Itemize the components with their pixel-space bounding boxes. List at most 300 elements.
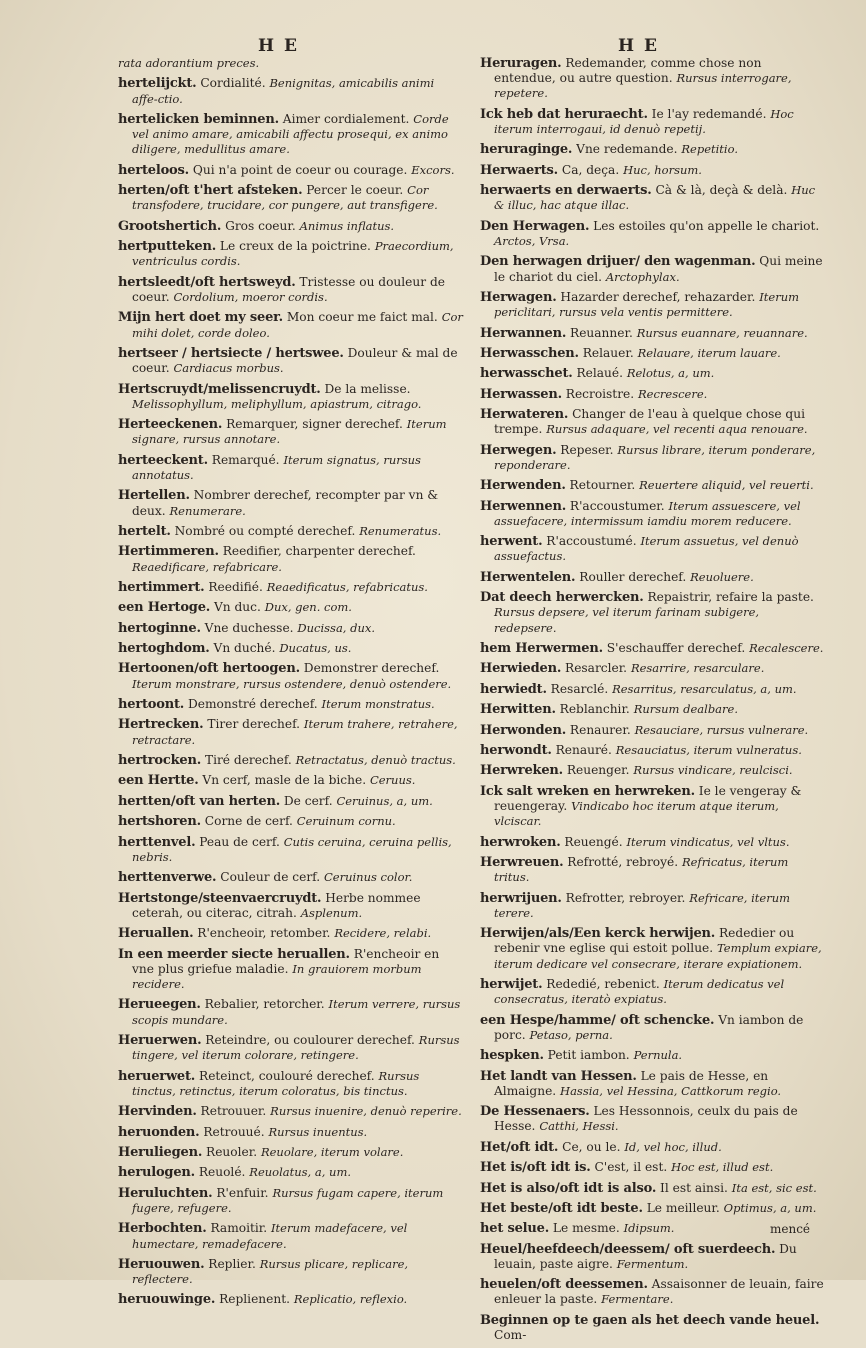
entry-french: Assaisonner de leuain, faire enleuer la paste.	[494, 1277, 824, 1307]
entry-latin: Iterum monstrare, rursus ostendere, denuò ostendere.	[132, 676, 452, 691]
entry-french: Ie le vengeray & reuengeray.	[494, 783, 802, 813]
dictionary-entry	[480, 1069, 825, 1099]
entry-french: Aimer cordialement.	[278, 111, 414, 126]
entry-headword: De Hessenaers.	[480, 1104, 590, 1120]
dictionary-entry	[118, 641, 463, 656]
entry-headword: hertputteken.	[118, 239, 217, 255]
entry-headword: Hertstonge/steenvaercruydt.	[118, 890, 322, 906]
entry-latin: Rursus fugam capere, iterum fugere, refugere.	[132, 1185, 444, 1215]
dictionary-entry	[118, 926, 463, 941]
entry-headword: herwrijuen.	[480, 890, 562, 906]
entry-latin: Iterum vindicatus, vel vltus.	[626, 834, 790, 849]
entry-french: Les estoiles qu'on appelle le chariot.	[589, 218, 820, 233]
entry-latin: Rursus depsere, vel iterum farinam subigere, redepsere.	[494, 605, 760, 635]
entry-latin: Vindicabo hoc iterum atque iterum, vlciscar.	[494, 799, 779, 829]
entry-latin: Repetitio.	[681, 142, 738, 157]
entry-french: Petit iambon.	[543, 1048, 634, 1063]
entry-headword: Heruragen.	[480, 56, 562, 71]
entry-headword: Heruluchten.	[118, 1185, 213, 1201]
dictionary-entry	[480, 1181, 825, 1196]
entry-headword: herwroken.	[480, 834, 561, 850]
entry-french: Redemander, comme chose non entendue, ou autre question.	[494, 56, 762, 86]
entry-french: Ce, ou le.	[558, 1139, 625, 1154]
entry-headword: heruerwet.	[118, 1068, 196, 1084]
entry-headword: herwondt.	[480, 743, 552, 759]
entry-latin: Excors.	[411, 162, 455, 177]
entry-headword: herwijet.	[480, 976, 543, 992]
entry-french: Les Hessonnois, ceulx du pais de Hesse.	[494, 1104, 798, 1134]
entry-french: Reuolé.	[194, 1165, 250, 1180]
entry-french: Le meilleur.	[642, 1200, 724, 1215]
entry-latin: Iterum assuetus, vel denuò assuefactus.	[494, 534, 799, 564]
entry-latin: Rursus vindicare, reulcisci.	[633, 763, 793, 778]
entry-headword: hespken.	[480, 1048, 544, 1064]
dictionary-entry	[480, 1313, 825, 1343]
entry-headword: herulogen.	[118, 1165, 195, 1181]
dictionary-entry	[480, 326, 825, 341]
dictionary-entry	[118, 891, 463, 921]
entry-latin: Reuoluere.	[690, 569, 754, 584]
entry-latin: Ceruinus color.	[324, 870, 413, 885]
entry-latin: Relauare, iterum lauare.	[637, 345, 781, 360]
dictionary-entry	[118, 219, 463, 234]
entry-latin: Cor transfodere, trucidare, cor pungere, aut transfigere.	[132, 183, 438, 213]
entry-french: Com-	[494, 1328, 527, 1343]
dictionary-entry	[480, 1140, 825, 1155]
entry-latin: Fermentum.	[616, 1256, 689, 1271]
entry-latin: Reaedificatus, refabricatus.	[266, 579, 428, 594]
entry-latin: Rursus tingere, vel iterum colorare, retingere.	[132, 1032, 460, 1063]
entry-latin: Renumeratus.	[359, 523, 442, 538]
entry-latin: Hoc est, illud est.	[671, 1160, 774, 1175]
entry-french: Retrouué.	[199, 1124, 269, 1139]
entry-latin: Iterum dedicatus vel consecratus, iteratò expiatus.	[494, 976, 785, 1007]
entry-latin: Ceruinus, a, um.	[336, 793, 433, 808]
entry-headword: herten/oft t'hert afsteken.	[118, 183, 303, 199]
entry-latin: Iterum signatus, rursus annotatus.	[132, 452, 421, 482]
entry-french: Repaistrir, refaire la paste.	[643, 590, 814, 605]
entry-headword: heruraginge.	[480, 142, 573, 158]
running-header	[108, 36, 828, 56]
entry-headword: Herwonden.	[480, 722, 567, 738]
entry-headword: hertrocken.	[118, 753, 202, 769]
dictionary-entry	[480, 1201, 825, 1216]
entry-french: Corne de cerf.	[200, 814, 297, 829]
entry-headword: Herwasschen.	[480, 345, 579, 361]
entry-latin: Praecordium, ventriculus cordis.	[132, 239, 454, 269]
dictionary-entry	[480, 407, 825, 437]
entry-headword: herttenvel.	[118, 834, 196, 850]
entry-headword: een Hertte.	[118, 773, 199, 789]
entry-french: Le creux de la poictrine.	[216, 239, 375, 254]
entry-french: Reblanchir.	[555, 702, 634, 717]
entry-headword: Den herwagen drijuer/ den wagenman.	[480, 254, 756, 270]
dictionary-entry	[480, 891, 825, 921]
dictionary-entry	[480, 107, 825, 137]
entry-headword: hertoginne.	[118, 620, 201, 636]
entry-headword: hertelt.	[118, 523, 171, 539]
dictionary-entry	[118, 1165, 463, 1180]
entry-headword: Heuel/heefdeech/deessem/ oft suerdeech.	[480, 1241, 776, 1257]
dictionary-entry	[118, 76, 463, 106]
entry-headword: Herwieden.	[480, 661, 562, 677]
entry-headword: Dat deech herwercken.	[480, 590, 644, 606]
dictionary-entry	[118, 275, 463, 305]
entry-headword: Hertoonen/oft hertoogen.	[118, 661, 300, 677]
entry-latin: Id, vel hoc, illud.	[624, 1139, 722, 1154]
dictionary-entry	[480, 641, 825, 656]
entry-headword: Heruliegen.	[118, 1144, 203, 1160]
entry-headword: Herwagen.	[480, 289, 557, 305]
dictionary-entry	[480, 56, 825, 102]
entry-headword: hertshoren.	[118, 814, 201, 830]
entry-french: Rebalier, retorcher.	[200, 997, 329, 1012]
entry-latin: Refricare, iterum terere.	[494, 890, 791, 920]
entry-french: Relauer.	[578, 345, 638, 360]
entry-french: Rouller derechef.	[575, 569, 691, 584]
entry-french: Reteinct, coulouré derechef.	[195, 1068, 379, 1083]
entry-latin: Templum expiare, iterum dedicare vel consecrare, iterare expiationem.	[494, 941, 822, 971]
entry-headword: In een meerder siecte heruallen.	[118, 946, 350, 962]
entry-french: Recroistre.	[561, 386, 638, 401]
entry-french: Resarclé.	[546, 681, 613, 696]
dictionary-entry	[480, 1013, 825, 1043]
dictionary-entry	[118, 183, 463, 213]
dictionary-entry	[480, 443, 825, 473]
entry-latin: Iterum trahere, retrahere, retractare.	[132, 717, 458, 747]
dictionary-entry	[118, 56, 463, 71]
dictionary-entry	[480, 499, 825, 529]
dictionary-entry	[480, 682, 825, 697]
dictionary-entry	[118, 239, 463, 269]
dictionary-entry	[118, 1221, 463, 1251]
dictionary-entry	[480, 855, 825, 885]
entry-latin: Resauciatus, iterum vulneratus.	[615, 743, 802, 758]
dictionary-entry	[118, 835, 463, 865]
entry-latin: Iterum verrere, rursus scopis mundare.	[132, 997, 461, 1027]
entry-french: Percer le coeur.	[302, 183, 408, 198]
entry-latin: Resauciare, rursus vulnerare.	[634, 722, 809, 737]
entry-french: Le mesme.	[549, 1221, 624, 1236]
entry-headword: heruouwinge.	[118, 1292, 216, 1308]
entry-french: Demonstré derechef.	[184, 697, 322, 712]
entry-french: Reuengé.	[560, 834, 627, 849]
entry-headword: Herwitten.	[480, 702, 556, 718]
header-right: H E	[618, 36, 659, 56]
entry-latin: Animus inflatus.	[299, 218, 395, 233]
dictionary-entry	[480, 763, 825, 778]
entry-latin: Rursus interrogare, repetere.	[494, 71, 792, 101]
entry-headword: herttenverwe.	[118, 870, 217, 886]
entry-latin: Recidere, relabi.	[334, 926, 432, 941]
entry-headword: Herwreken.	[480, 763, 563, 779]
dictionary-entry	[118, 1257, 463, 1287]
entry-headword: Het landt van Hessen.	[480, 1068, 637, 1084]
entry-french: Reuoler.	[202, 1144, 261, 1159]
entry-headword: Herbochten.	[118, 1221, 207, 1237]
entry-french: Repeser.	[556, 442, 618, 457]
entry-headword: Herwijen/als/Een kerck herwijen.	[480, 926, 716, 942]
dictionary-entry	[118, 1292, 463, 1307]
dictionary-entry	[480, 142, 825, 157]
entry-latin: In grauiorem morbum recidere.	[132, 961, 422, 991]
entry-headword: Herwateren.	[480, 407, 569, 423]
dictionary-entry	[118, 814, 463, 829]
entry-latin: Ducatus, us.	[279, 641, 352, 656]
dictionary-entry	[118, 112, 463, 158]
entry-latin: Rursus adaquare, vel recenti aqua renouare.	[546, 422, 808, 437]
entry-french: Ie l'ay redemandé.	[647, 106, 771, 121]
entry-headword: hertten/oft van herten.	[118, 793, 281, 809]
dictionary-entry	[118, 661, 463, 691]
entry-latin: Arctos, Vrsa.	[494, 233, 570, 248]
dictionary-entry	[480, 1104, 825, 1134]
entry-headword: Herwannen.	[480, 325, 567, 341]
entry-headword: Het is also/oft idt is also.	[480, 1180, 657, 1196]
entry-latin: Cordolium, moeror cordis.	[173, 289, 328, 304]
dictionary-entry	[480, 1277, 825, 1307]
entry-latin: Relotus, a, um.	[626, 366, 715, 381]
entry-latin: Resarritus, resarculatus, a, um.	[612, 681, 797, 696]
entry-latin: Recrescere.	[638, 386, 708, 401]
entry-french: Ca, deça.	[558, 162, 624, 177]
entry-headword: Herueegen.	[118, 997, 201, 1013]
entry-french: Il est ainsi.	[656, 1180, 732, 1195]
entry-headword: hertsleedt/oft hertsweyd.	[118, 274, 296, 290]
entry-headword: herwent.	[480, 534, 543, 550]
entry-latin: Petaso, perna.	[529, 1027, 613, 1042]
entry-headword: hertelicken beminnen.	[118, 111, 279, 127]
entry-french: Remarquer, signer derechef.	[222, 417, 407, 432]
entry-french: Relaué.	[572, 366, 627, 381]
entry-headword: Het is/oft idt is.	[480, 1160, 591, 1176]
entry-french: R'encheoir en vne plus griefue maladie.	[132, 946, 440, 976]
entry-headword: herwiedt.	[480, 681, 547, 697]
entry-latin: Iterum monstratus.	[321, 697, 435, 712]
dictionary-entry	[480, 254, 825, 284]
dictionary-entry	[118, 1104, 463, 1119]
entry-latin: Melissophyllum, meliphyllum, apiastrum, citrago.	[132, 396, 422, 411]
entry-french: Vn duché.	[209, 641, 280, 656]
entry-french: R'accoustumé.	[542, 534, 641, 549]
entry-french: Refrotter, rebroyer.	[561, 890, 690, 905]
dictionary-entry	[480, 163, 825, 178]
dictionary-entry	[118, 1125, 463, 1140]
entry-latin: Retractatus, denuò tractus.	[295, 753, 456, 768]
entry-latin: Rursum dealbare.	[633, 702, 738, 717]
entry-latin: Asplenum.	[300, 905, 363, 920]
entry-french: Ramoitir.	[206, 1221, 272, 1236]
entry-latin: Iterum madefacere, vel humectare, remadefacere.	[132, 1221, 408, 1251]
entry-latin: Idipsum.	[623, 1221, 675, 1236]
entry-french: Qui meine le chariot du ciel.	[494, 254, 823, 284]
entry-french: R'enfuir.	[212, 1185, 273, 1200]
entry-french: Reuanner.	[566, 325, 637, 340]
dictionary-entry	[480, 661, 825, 676]
entry-french: Vne redemande.	[572, 142, 682, 157]
entry-latin: Renumerare.	[169, 503, 246, 518]
entry-french: Reedifier, charpenter derechef.	[218, 544, 416, 559]
entry-latin: Replicatio, reflexio.	[293, 1292, 408, 1307]
entry-latin: Cor mihi dolet, corde doleo.	[132, 310, 463, 340]
entry-french: Demonstrer derechef.	[299, 661, 440, 676]
entry-latin: Catthi, Hessi.	[539, 1119, 619, 1134]
entry-french: Gros coeur.	[221, 218, 300, 233]
entry-french: C'est, il est.	[590, 1160, 672, 1175]
entry-french: Herbe nommee ceterah, ou citerac, citrah.	[132, 890, 421, 920]
entry-latin: Rursus inuenire, denuò reperire.	[270, 1104, 462, 1119]
entry-french: R'accoustumer.	[566, 498, 669, 513]
entry-french: Rededié, rebenict.	[542, 976, 664, 991]
entry-latin: Reaedificare, refabricare.	[132, 559, 282, 574]
entry-latin: Reuertere aliquid, vel reuerti.	[639, 478, 814, 493]
entry-latin: Rursus librare, iterum ponderare, reponderare.	[494, 442, 816, 472]
entry-latin: Refricatus, iterum tritus.	[494, 854, 789, 885]
dictionary-entry	[480, 366, 825, 381]
dictionary-entry	[118, 717, 463, 747]
entry-headword: Herwaerts.	[480, 162, 558, 178]
dictionary-entry	[118, 1145, 463, 1160]
right-column	[480, 56, 825, 1348]
entry-headword: Herteeckenen.	[118, 417, 223, 433]
entry-french: Replienent.	[215, 1292, 294, 1307]
entry-french: Replier.	[204, 1256, 260, 1271]
entry-french: Nombré ou compté derechef.	[170, 523, 360, 538]
dictionary-entry	[118, 310, 463, 340]
entry-headword: Grootshertich.	[118, 218, 222, 234]
entry-french: Resarcler.	[561, 661, 631, 676]
entry-headword: hem Herwermen.	[480, 641, 603, 657]
entry-latin: Rursus inuentus.	[268, 1124, 368, 1139]
entry-latin: Optimus, a, um.	[723, 1200, 817, 1215]
entry-headword: Herwassen.	[480, 386, 562, 402]
entry-latin: Rursus plicare, replicare, reflectere.	[132, 1256, 409, 1287]
dictionary-entry	[118, 1186, 463, 1216]
entry-headword: Herwegen.	[480, 442, 557, 458]
entry-headword: Heruouwen.	[118, 1256, 205, 1272]
header-left: H E	[258, 36, 299, 56]
dictionary-entry	[118, 544, 463, 574]
entry-headword: hertelijckt.	[118, 76, 197, 92]
entry-latin: Rursus tinctus, retinctus, iterum coloratus, bis tinctus.	[132, 1068, 420, 1098]
entry-latin: Corde vel animo amare, amicabili affectu prosequi, ex animo diligere, medullitus amare.	[132, 111, 449, 157]
entry-headword: Den Herwagen.	[480, 218, 590, 234]
dictionary-entry	[480, 784, 825, 830]
entry-headword: hertimmert.	[118, 579, 205, 595]
entry-headword: Mijn hert doet my seer.	[118, 310, 283, 326]
entry-french: R'encheoir, retomber.	[193, 926, 335, 941]
dictionary-entry	[118, 870, 463, 885]
entry-french: Changer de l'eau à quelque chose qui trempe.	[494, 407, 805, 437]
entry-latin: Reuolatus, a, um.	[249, 1165, 351, 1180]
dictionary-entry	[480, 478, 825, 493]
entry-french: Reuenger.	[562, 763, 634, 778]
entry-headword: Ick salt wreken en herwreken.	[480, 783, 695, 799]
entry-french: S'eschauffer derechef.	[602, 641, 750, 656]
entry-latin: Arctophylax.	[605, 269, 680, 284]
entry-headword: Hertellen.	[118, 488, 190, 504]
entry-latin: Ceruus.	[369, 773, 416, 788]
dictionary-entry	[118, 163, 463, 178]
entry-french: Peau de cerf.	[195, 834, 284, 849]
entry-latin: Fermentare.	[601, 1292, 674, 1307]
dictionary-entry	[118, 997, 463, 1027]
entry-headword: Heruallen.	[118, 926, 194, 942]
entry-latin: Iterum periclitari, rursus vela ventis permittere.	[494, 289, 800, 320]
entry-headword: Hertimmeren.	[118, 544, 219, 560]
entry-headword: Herwentelen.	[480, 569, 576, 585]
entry-french: Le pais de Hesse, en Almaigne.	[494, 1068, 769, 1098]
entry-french: Remarqué.	[207, 452, 284, 467]
dictionary-entry	[118, 621, 463, 636]
dictionary-entry	[118, 773, 463, 788]
entry-french: Renaurer.	[566, 722, 635, 737]
entry-latin: Iterum assuescere, vel assuefacere, intermissum iamdiu morem reducere.	[494, 498, 801, 528]
entry-headword: herwaerts en derwaerts.	[480, 183, 652, 199]
entry-latin: Rursus euannare, reuannare.	[636, 325, 808, 340]
dictionary-entry	[480, 1160, 825, 1175]
entry-french: Vn duc.	[210, 600, 265, 615]
dictionary-entry	[118, 524, 463, 539]
entry-headword: Heruerwen.	[118, 1032, 202, 1048]
entry-french: Tirer derechef.	[203, 717, 304, 732]
left-column	[118, 56, 463, 1313]
dictionary-entry	[480, 1048, 825, 1063]
entry-headword: Hertscruydt/melissencruydt.	[118, 381, 321, 397]
entry-french: De la melisse.	[320, 381, 411, 396]
entry-french: Retourner.	[565, 478, 640, 493]
dictionary-entry	[118, 1033, 463, 1063]
entry-french: Mon coeur me faict mal.	[282, 310, 442, 325]
entry-headword: herwasschet.	[480, 366, 573, 382]
entry-headword: hertseer / hertsiecte / hertswee.	[118, 345, 344, 361]
entry-headword: herteeckent.	[118, 452, 208, 468]
dictionary-entry	[480, 977, 825, 1007]
entry-french: Refrotté, rebroyé.	[563, 854, 682, 869]
dictionary-entry	[118, 488, 463, 518]
entry-french: Nombrer derechef, recompter par vn & deux.	[132, 488, 439, 518]
entry-latin: Benignitas, amicabilis animi affe-ctio.	[132, 76, 435, 106]
dictionary-entry	[480, 590, 825, 636]
dictionary-entry	[118, 417, 463, 447]
entry-french: Vne duchesse.	[200, 620, 298, 635]
entry-latin: Hassia, vel Hessina, Cattkorum regio.	[560, 1083, 782, 1098]
catchword: mencé	[770, 1222, 811, 1236]
entry-latin: Pernula.	[633, 1048, 683, 1063]
entry-headword: Hertrecken.	[118, 717, 204, 733]
entry-headword: Herwennen.	[480, 498, 567, 514]
entry-headword: Hervinden.	[118, 1104, 197, 1120]
dictionary-entry	[118, 382, 463, 412]
entry-latin: Huc, horsum.	[623, 162, 702, 177]
dictionary-entry	[480, 346, 825, 361]
entry-french: Couleur de cerf.	[216, 870, 324, 885]
entry-headword: Het beste/oft idt beste.	[480, 1200, 643, 1216]
entry-headword: hertoont.	[118, 697, 185, 713]
entry-french: Renauré.	[551, 743, 616, 758]
entry-headword: Het/oft idt.	[480, 1139, 559, 1155]
entry-headword: heuelen/oft deessemen.	[480, 1277, 648, 1293]
dictionary-entry	[118, 600, 463, 615]
dictionary-entry	[118, 453, 463, 483]
entry-french: Reedifié.	[204, 579, 267, 594]
entry-french: Hazarder derechef, rehazarder.	[556, 289, 760, 304]
dictionary-entry	[118, 947, 463, 993]
entry-french: Rededier ou rebenir vne eglise qui estoit pollue.	[494, 926, 795, 956]
dictionary-entry	[118, 346, 463, 376]
entry-french: Tristesse ou douleur de coeur.	[132, 274, 445, 304]
dictionary-entry	[480, 534, 825, 564]
